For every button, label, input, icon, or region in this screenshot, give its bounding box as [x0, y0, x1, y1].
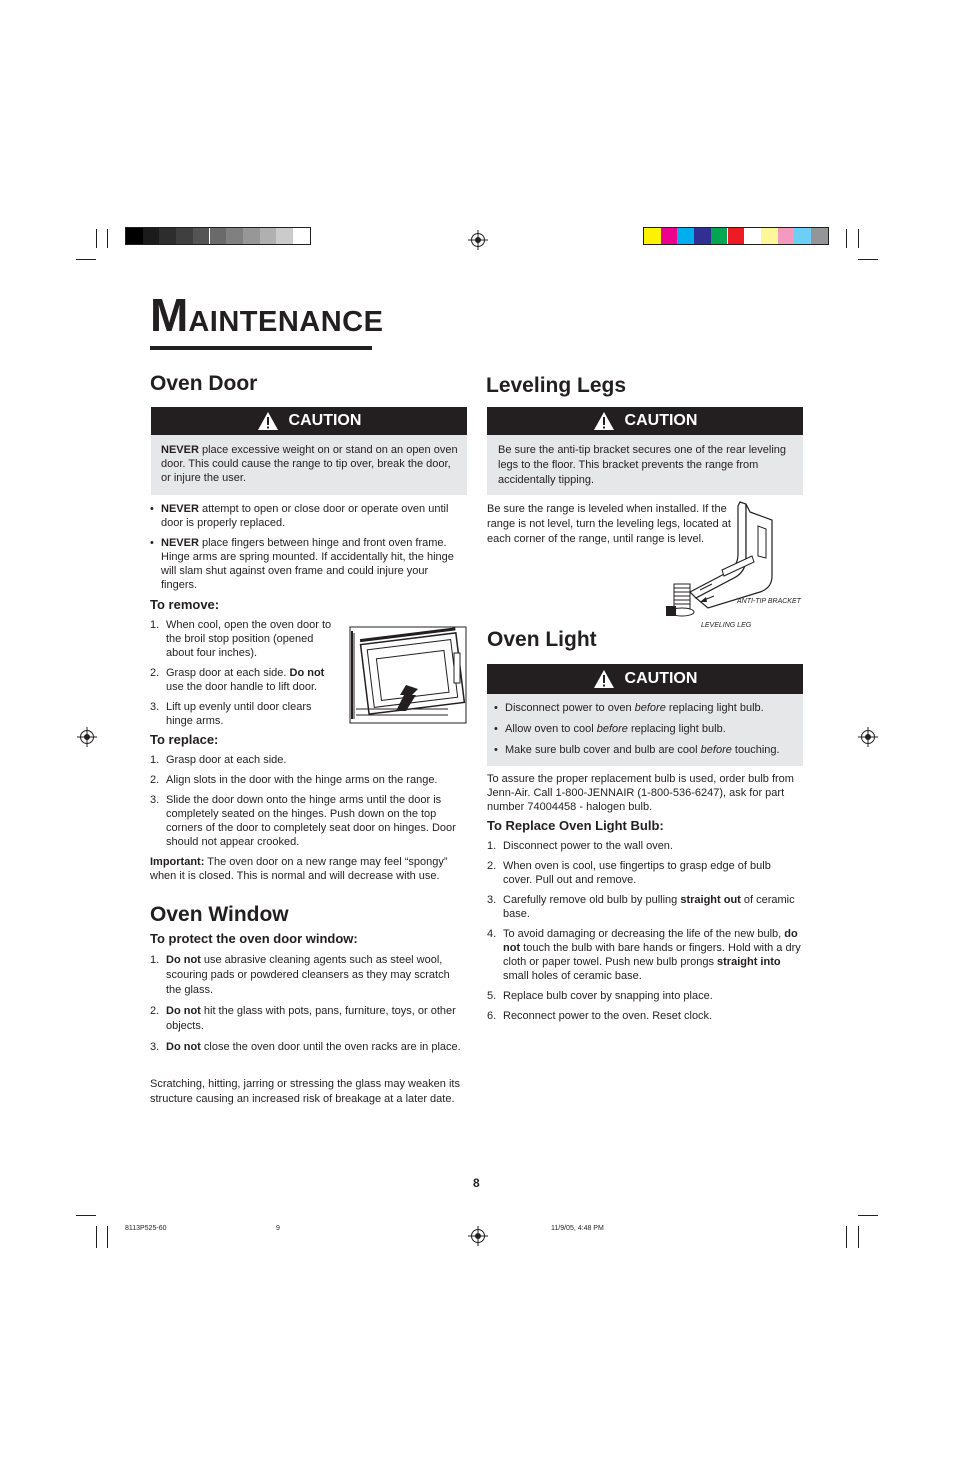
- color-swatch: [761, 228, 778, 244]
- caution-label: CAUTION: [624, 412, 698, 429]
- color-swatch: [293, 228, 310, 244]
- list-item: 1. Disconnect power to the wall oven.: [487, 840, 673, 852]
- caution-body: place excessive weight on or stand on an open oven door. This could cause the range to tip over, break the door, or injure the user.: [161, 444, 458, 484]
- list-item: • NEVER place fingers between hinge and front oven frame. Hinge arms are spring mounted. If accidentally hit, the hinge will slam shut against oven frame and could injure your fingers.: [150, 536, 466, 592]
- list-item: • Make sure bulb cover and bulb are cool before touching.: [494, 743, 795, 757]
- list-item: 2. Do not hit the glass with pots, pans, furniture, toys, or other objects.: [150, 1005, 456, 1032]
- leveling-caution-box: [487, 407, 803, 495]
- color-swatch: [176, 228, 193, 244]
- color-swatch: [159, 228, 176, 244]
- color-swatch: [210, 228, 227, 244]
- list-item: 3. Do not close the oven door until the oven racks are in place.: [150, 1041, 461, 1053]
- list-item: 3. Lift up evenly until door clears hinge arms.: [150, 701, 312, 727]
- caution-label: CAUTION: [288, 412, 362, 429]
- oven-door-caution-box: [151, 407, 467, 495]
- oven-door-removal-illustration: [348, 625, 468, 725]
- to-remove-heading: To remove:: [150, 597, 220, 612]
- leveling-text: Be sure the range is leveled when installed. If the range is not level, turn the leveling legs, located at each corner of the range, until range is level.: [487, 503, 731, 545]
- registration-target-icon: [858, 727, 878, 747]
- color-swatch: [243, 228, 260, 244]
- caution-text: Be sure the anti-tip bracket secures one of the rear leveling legs to the floor. This bracket prevents the range from accidentally tipping.: [498, 444, 786, 486]
- list-item: 4. To avoid damaging or decreasing the life of the new bulb, do not touch the bulb with bare hands or fingers. Hold with a dry cloth or paper towel. Push new bulb prongs straight into small holes of ceramic base.: [487, 928, 801, 982]
- caution-strong: NEVER: [161, 444, 199, 456]
- color-registration-bar: [643, 227, 829, 245]
- color-swatch: [711, 228, 728, 244]
- list-item: • NEVER attempt to open or close door or operate oven until door is properly replaced.: [150, 502, 466, 530]
- registration-target-icon: [77, 727, 97, 747]
- replace-bulb-heading: To Replace Oven Light Bulb:: [487, 818, 664, 833]
- caution-header: [487, 664, 803, 694]
- bulb-steps-list: [487, 839, 803, 1023]
- leveling-legs-heading: Leveling Legs: [486, 374, 627, 397]
- warning-triangle-icon: [593, 411, 615, 431]
- list-item: 2. Align slots in the door with the hinge arms on the range.: [150, 774, 438, 786]
- caution-text: [151, 435, 467, 492]
- footer-timestamp: 11/9/05, 4:48 PM: [551, 1225, 604, 1232]
- list-item: • Disconnect power to oven before replacing light bulb.: [494, 701, 795, 715]
- registration-target-icon: [468, 230, 488, 250]
- list-item: 2. Grasp door at each side. Do not use the door handle to lift door.: [150, 667, 325, 693]
- list-item: • Allow oven to cool before replacing light bulb.: [494, 722, 795, 736]
- page-title: [150, 289, 384, 350]
- color-swatch: [661, 228, 678, 244]
- color-swatch: [677, 228, 694, 244]
- important-note: Important: The oven door on a new range may feel “spongy” when it is closed. This is normal and will decrease with use.: [150, 856, 448, 882]
- caution-label: CAUTION: [624, 670, 698, 687]
- protect-window-heading: To protect the oven door window:: [150, 931, 358, 946]
- list-item: 2. When oven is cool, use fingertips to grasp edge of bulb cover. Pull out and remove.: [487, 860, 771, 886]
- oven-light-heading: Oven Light: [487, 628, 597, 651]
- grayscale-registration-bar: [125, 227, 311, 245]
- warning-triangle-icon: [257, 411, 279, 431]
- color-swatch: [728, 228, 745, 244]
- footer-page-index: 9: [276, 1225, 280, 1232]
- registration-target-icon: [468, 1226, 488, 1246]
- to-replace-heading: To replace:: [150, 732, 219, 747]
- replace-steps-list: [150, 753, 466, 849]
- list-item: 3. Slide the door down onto the hinge arms until the door is completely seated on the hinges. Push down on the top corners of the door to completely seat door on hinges. Door should not appear crooked.: [150, 794, 456, 848]
- color-swatch: [811, 228, 828, 244]
- color-swatch: [694, 228, 711, 244]
- page-title-initial: M: [150, 289, 189, 341]
- window-steps-list: [150, 953, 466, 1055]
- color-swatch: [193, 228, 210, 244]
- page-number: 8: [473, 1176, 480, 1190]
- window-note: Scratching, hitting, jarring or stressing the glass may weaken its structure causing an increased risk of breakage at a later date.: [150, 1078, 460, 1105]
- list-item: 1. Do not use abrasive cleaning agents such as steel wool, scouring pads or powdered cleansers as they may scratch the glass.: [150, 954, 450, 996]
- color-swatch: [744, 228, 761, 244]
- list-item: 1. When cool, open the oven door to the broil stop position (opened about four inches).: [150, 619, 332, 659]
- oven-light-intro: To assure the proper replacement bulb is used, order bulb from Jenn-Air. Call 1-800-JENNAIR (1-800-536-6247), ask for part number 74004458 - halogen bulb.: [487, 773, 794, 813]
- page-title-rest: AINTENANCE: [188, 306, 384, 338]
- color-swatch: [276, 228, 293, 244]
- color-swatch: [260, 228, 277, 244]
- anti-tip-bracket-label: ANTI-TIP BRACKET: [737, 598, 801, 605]
- color-swatch: [778, 228, 795, 244]
- oven-door-bullets: [150, 502, 466, 592]
- oven-window-heading: Oven Window: [150, 903, 289, 926]
- list-item: 1. Grasp door at each side.: [150, 754, 287, 766]
- list-item: 3. Carefully remove old bulb by pulling straight out of ceramic base.: [487, 894, 795, 920]
- oven-door-heading: Oven Door: [150, 372, 258, 395]
- footer-job-id: 8113P525-60: [125, 1225, 167, 1232]
- list-item: 5. Replace bulb cover by snapping into place.: [487, 990, 713, 1002]
- leveling-leg-label: LEVELING LEG: [701, 622, 752, 629]
- caution-header: [487, 407, 803, 435]
- color-swatch: [644, 228, 661, 244]
- color-swatch: [794, 228, 811, 244]
- oven-light-caution-box: [487, 664, 803, 766]
- color-swatch: [143, 228, 160, 244]
- remove-steps-list: [150, 618, 338, 728]
- color-swatch: [126, 228, 143, 244]
- color-swatch: [226, 228, 243, 244]
- list-item: 6. Reconnect power to the oven. Reset clock.: [487, 1010, 713, 1022]
- warning-triangle-icon: [593, 669, 615, 689]
- caution-header: [151, 407, 467, 435]
